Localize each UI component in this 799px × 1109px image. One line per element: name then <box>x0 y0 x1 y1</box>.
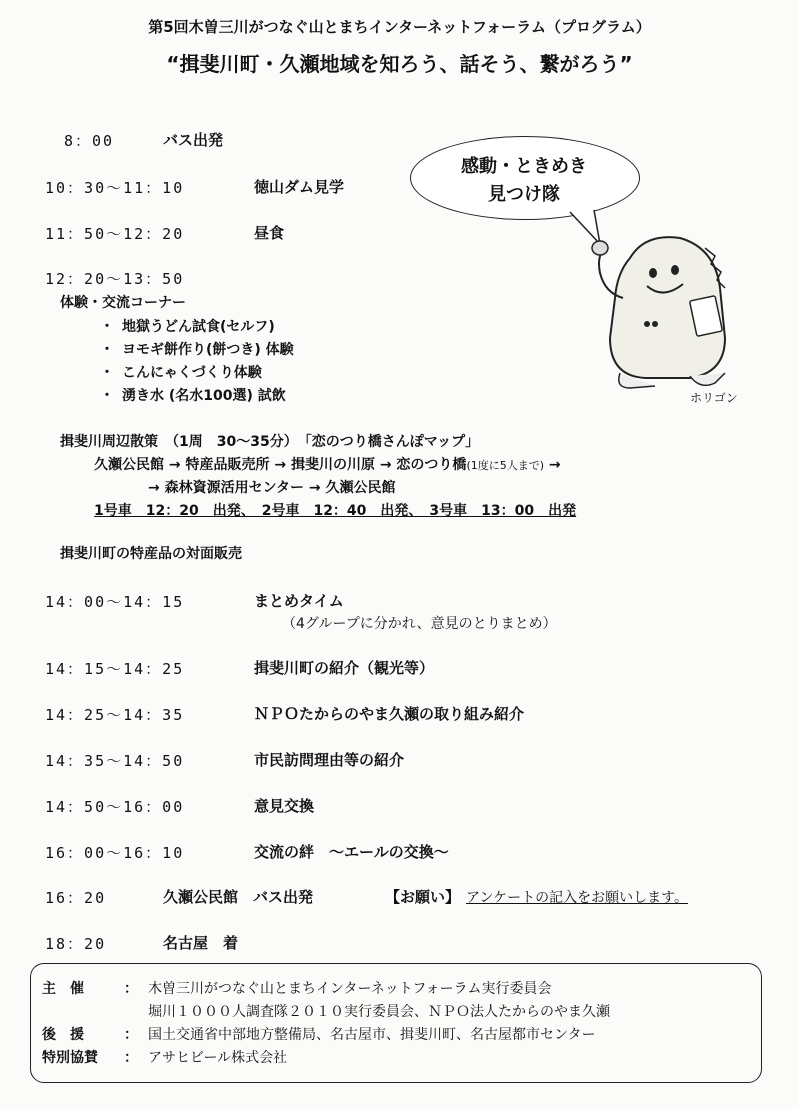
bubble-line2: 見つけ隊 <box>488 184 560 205</box>
route-line1 <box>94 454 561 474</box>
bus-departures: 1号車 12：20 出発、 2号車 12：40 出発、 3号車 13：00 出発 <box>94 503 577 519</box>
time-1600: 16：00～16：10 <box>45 844 185 862</box>
mascot-name: ホリゴン <box>690 391 738 405</box>
colon: ： <box>124 981 138 997</box>
desc-lunch: 昼食 <box>254 224 285 242</box>
document-title: 第5回木曽三川がつなぐ山とまちインターネットフォーラム（プログラム） <box>148 18 651 36</box>
time-1400: 14：00～14：15 <box>45 593 185 611</box>
route-arrow: → <box>548 457 561 473</box>
mascot-illustration <box>575 228 755 393</box>
request-label: 【お願い】 <box>385 888 461 906</box>
desc-bus-departure: バス出発 <box>163 131 224 149</box>
bullet-dot: ・ <box>100 319 114 335</box>
time-1220: 12：20～13：50 <box>45 270 185 288</box>
experience-item: ヨモギ餅作り(餅つき) 体験 <box>122 342 294 358</box>
route-line1-text: 久瀬公民館 → 特産品販売所 → 揖斐川の川原 → 恋のつり橋 <box>94 457 467 473</box>
time-1450: 14：50～16：00 <box>45 798 185 816</box>
time-1425: 14：25～14：35 <box>45 706 185 724</box>
bullet-dot: ・ <box>100 365 114 381</box>
route-line2: → 森林資源活用センター → 久瀬公民館 <box>148 480 396 496</box>
desc-kuse-bus-departure: 久瀬公民館 バス出発 <box>163 888 314 906</box>
survey-request: アンケートの記入をお願いします。 <box>466 890 689 906</box>
cooperation-text: アサヒビール株式会社 <box>148 1050 288 1066</box>
desc-npo-intro: ＮＰＯたからのやま久瀬の取り組み紹介 <box>254 705 525 723</box>
desc-exchange-bond: 交流の絆 ～エールの交換～ <box>254 843 449 861</box>
support-label: 後 援 <box>42 1027 84 1043</box>
desc-dam-tour: 徳山ダム見学 <box>254 178 345 196</box>
route-note: (1度に5人まで) <box>466 459 545 472</box>
time-1620: 16：20 <box>45 889 107 907</box>
experience-item: 湧き水 (名水100選) 試飲 <box>122 388 286 404</box>
colon: ： <box>124 1050 138 1066</box>
time-1435: 14：35～14：50 <box>45 752 185 770</box>
time-1415: 14：15～14：25 <box>45 660 185 678</box>
organizer-1: 木曽三川がつなぐ山とまちインターネットフォーラム実行委員会 <box>148 981 552 997</box>
time-1030: 10：30～11：10 <box>45 179 185 197</box>
support-text: 国土交通省中部地方整備局、名古屋市、揖斐川町、名古屋都市センター <box>148 1027 596 1043</box>
experience-item: 地獄うどん試食(セルフ) <box>122 319 275 335</box>
bullet-dot: ・ <box>100 388 114 404</box>
desc-summary-time: まとめタイム <box>254 592 344 610</box>
desc-visit-reason: 市民訪問理由等の紹介 <box>254 751 405 769</box>
document-subtitle: “揖斐川町・久瀬地域を知ろう、話そう、繋がろう” <box>166 52 633 76</box>
cooperation-label: 特別協賛 <box>42 1050 98 1066</box>
organizer-2: 堀川１０００人調査隊２０１０実行委員会、ＮＰＯ法人たからのやま久瀬 <box>148 1004 610 1020</box>
desc-opinion-exchange: 意見交換 <box>254 797 315 815</box>
bubble-line1: 感動・ときめき <box>461 156 587 177</box>
experience-heading: 体験・交流コーナー <box>60 295 186 311</box>
desc-nagoya-arrival: 名古屋 着 <box>163 934 239 952</box>
summary-note: （4グループに分かれ、意見のとりまとめ） <box>282 616 557 632</box>
time-1820: 18：20 <box>45 935 107 953</box>
time-1150: 11：50～12：20 <box>45 225 185 243</box>
walk-title: 揖斐川周辺散策 （1周 30～35分） 「恋のつり橋さんぽマップ」 <box>60 434 480 450</box>
local-products-sales: 揖斐川町の特産品の対面販売 <box>60 546 242 562</box>
bullet-dot: ・ <box>100 342 114 358</box>
organizer-label: 主 催 <box>42 981 84 997</box>
colon: ： <box>124 1027 138 1043</box>
time-0800: 8：00 <box>64 132 115 150</box>
desc-town-intro: 揖斐川町の紹介（観光等） <box>254 659 435 677</box>
experience-item: こんにゃくづくり体験 <box>122 365 262 381</box>
